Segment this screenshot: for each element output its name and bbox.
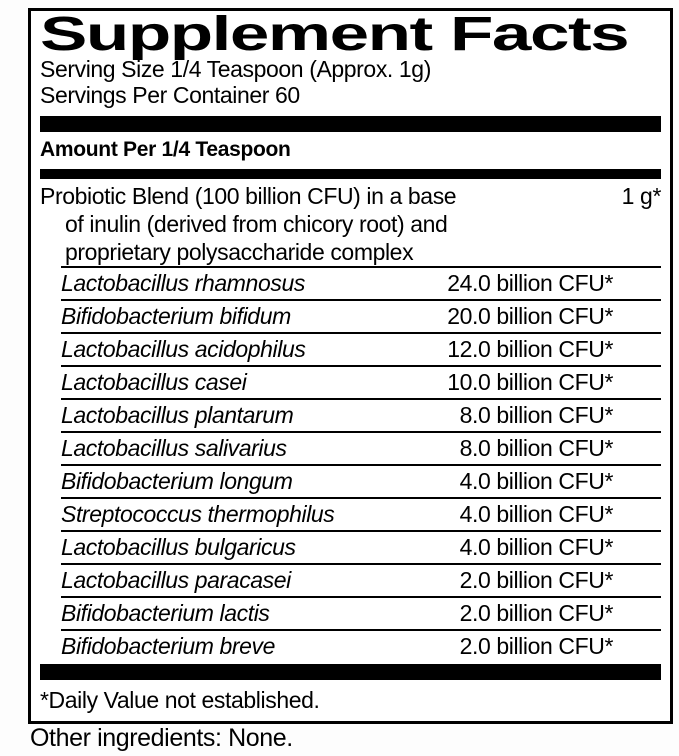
ingredient-name: Lactobacillus paracasei: [61, 567, 291, 593]
daily-value-footnote: *Daily Value not established.: [40, 687, 320, 713]
ingredient-amount: 24.0 billion CFU*: [447, 270, 613, 296]
ingredient-amount: 8.0 billion CFU*: [459, 435, 613, 461]
ingredient-row: [61, 464, 661, 497]
blend-name-line2: of inulin (derived from chicory root) and: [65, 211, 448, 237]
ingredient-name: Lactobacillus bulgaricus: [61, 534, 296, 560]
ingredient-name: Bifidobacterium breve: [61, 633, 276, 659]
ingredient-amount: 4.0 billion CFU*: [459, 501, 613, 527]
blend-name-line3: proprietary polysaccharide complex: [65, 239, 414, 265]
ingredient-amount: 10.0 billion CFU*: [447, 369, 613, 395]
ingredient-amount: 2.0 billion CFU*: [459, 600, 613, 626]
ingredient-name: Bifidobacterium lactis: [61, 600, 270, 626]
ingredient-name: Lactobacillus salivarius: [61, 435, 287, 461]
ingredient-amount: 4.0 billion CFU*: [459, 534, 613, 560]
ingredient-row: [61, 497, 661, 530]
blend-amount: 1 g*: [621, 183, 661, 209]
divider-thick-bottom: [40, 664, 661, 680]
divider-thick-top: [40, 116, 661, 132]
ingredient-row: [61, 563, 661, 596]
ingredient-name: Bifidobacterium bifidum: [61, 303, 291, 329]
ingredient-row: [61, 266, 661, 299]
ingredient-amount: 12.0 billion CFU*: [447, 336, 613, 362]
ingredient-amount: 20.0 billion CFU*: [447, 303, 613, 329]
ingredient-amount: 4.0 billion CFU*: [459, 468, 613, 494]
ingredient-name: Streptococcus thermophilus: [61, 501, 335, 527]
ingredient-row: [61, 398, 661, 431]
ingredient-row: [61, 629, 661, 662]
ingredient-name: Lactobacillus plantarum: [61, 402, 294, 428]
ingredient-row: [61, 431, 661, 464]
ingredient-amount: 8.0 billion CFU*: [459, 402, 613, 428]
amount-per-header: Amount Per 1/4 Teaspoon: [40, 138, 291, 161]
blend-row: [40, 182, 661, 210]
servings-per-container-text: Servings Per Container 60: [40, 82, 300, 108]
ingredient-row: [61, 365, 661, 398]
ingredient-list: [40, 266, 661, 662]
ingredient-name: Lactobacillus casei: [61, 369, 247, 395]
ingredient-row: [61, 299, 661, 332]
ingredient-amount: 2.0 billion CFU*: [459, 567, 613, 593]
divider-medium: [40, 169, 661, 179]
ingredient-amount: 2.0 billion CFU*: [459, 633, 613, 659]
ingredient-name: Bifidobacterium longum: [61, 468, 293, 494]
blend-name-line1: Probiotic Blend (100 billion CFU) in a base: [40, 183, 457, 209]
panel-title: Supplement Facts: [40, 8, 629, 61]
ingredient-name: Lactobacillus acidophilus: [61, 336, 306, 362]
ingredient-row: [61, 530, 661, 563]
supplement-facts-panel: [28, 8, 673, 724]
ingredient-name: Lactobacillus rhamnosus: [61, 270, 305, 296]
other-ingredients-text: Other ingredients: None.: [30, 724, 293, 752]
blend-section: [40, 179, 661, 266]
ingredient-row: [61, 596, 661, 629]
serving-size-text: Serving Size 1/4 Teaspoon (Approx. 1g): [40, 56, 431, 82]
ingredient-row: [61, 332, 661, 365]
